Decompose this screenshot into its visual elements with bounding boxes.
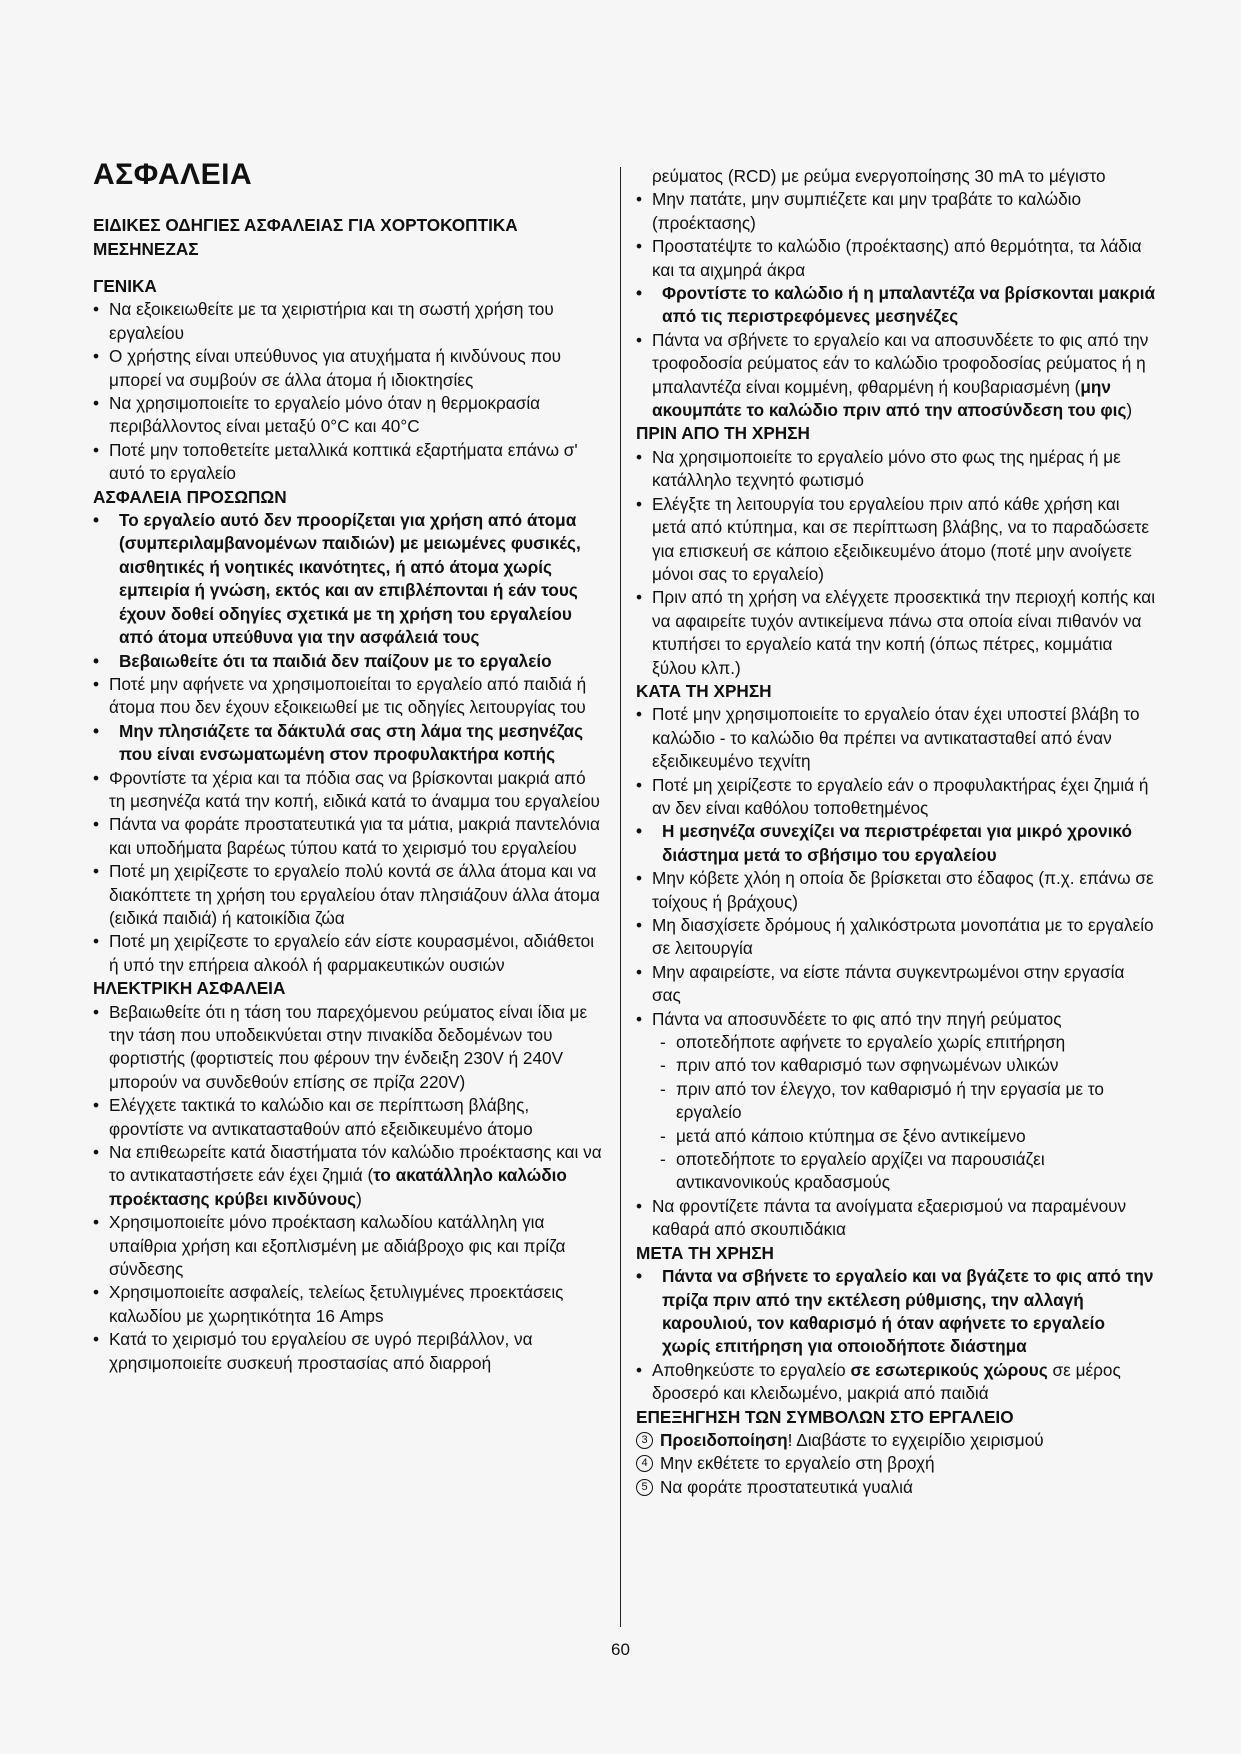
list-item: • Το εργαλείο αυτό δεν προορίζεται για χρήση από άτομα (συμπεριλαμβανομένων παιδιών) με μειωμένες φυσικές, αισθητικές ή νοητικές ικανότητες, ή από άτομα χωρίς εμπειρία ή γνώση, εκτός και αν επιβλέπονται ή εάν τους έχουν δοθεί οδηγίες σχετικά με τη χρήση του εργαλείου από άτομα υπεύθυνα για την ασφάλειά τους — [93, 509, 605, 649]
list-item: • Μην κόβετε χλόη η οποία δε βρίσκεται στο έδαφος (π.χ. επάνω σε τοίχους ή βράχους) — [636, 867, 1156, 914]
symbols-list — [636, 1429, 1156, 1499]
list-item: • Να χρησιμοποιείτε το εργαλείο μόνο όταν η θερμοκρασία περιβάλλοντος είναι μεταξύ 0°C και 40°C — [93, 392, 605, 439]
symbol-item — [636, 1452, 1156, 1475]
sub-list-item: - οποτεδήποτε το εργαλείο αρχίζει να παρουσιάζει αντικανονικούς κραδασμούς — [660, 1148, 1156, 1195]
list-item: • Μην αφαιρείστε, να είστε πάντα συγκεντρωμένοι στην εργασία σας — [636, 961, 1156, 1008]
list-item: • Ελέγχετε τακτικά το καλώδιο και σε περίπτωση βλάβης, φροντίστε να αντικατασταθούν από εξειδικευμένο άτομο — [93, 1094, 605, 1141]
list-item: • Ποτέ μην αφήνετε να χρησιμοποιείται το εργαλείο από παιδιά ή άτομα που δεν έχουν εξοικειωθεί με τις οδηγίες λειτουργίας του — [93, 673, 605, 720]
list-item: • Η μεσηνέζα συνεχίζει να περιστρέφεται για μικρό χρονικό διάστημα μετά το σβήσιμο του εργαλείου — [636, 820, 1156, 867]
list-item: • Χρησιμοποιείτε ασφαλείς, τελείως ξετυλιγμένες προεκτάσεις καλωδίου με χωρητικότητα 16 Amps — [93, 1281, 605, 1328]
page-number: 60 — [611, 1640, 630, 1659]
list-item — [636, 1008, 1156, 1195]
item-warning-text: μην ακουμπάτε το καλώδιο πριν από την αποσύνδεση του φις — [652, 376, 1127, 421]
list-item — [93, 1141, 605, 1211]
list-item: • Μην πλησιάζετε τα δάκτυλά σας στη λάμα της μεσηνέζας που είναι ενσωματωμένη στον προφυλακτήρα κοπής — [93, 720, 605, 767]
left-column — [93, 213, 605, 1375]
symbol-item — [636, 1476, 1156, 1499]
list-item: • Ελέγξτε τη λειτουργία του εργαλείου πριν από κάθε χρήση και μετά από κτύπημα, και σε περίπτωση βλάβης, να το παραδώσετε για επισκευή σε κάποιο εξειδικευμένο άτομο (ποτέ μην ανοίγετε μόνοι σας το εργαλείο) — [636, 493, 1156, 587]
list-item: • Ποτέ μην τοποθετείτε μεταλλικά κοπτικά εξαρτήματα επάνω σ' αυτό το εργαλείο — [93, 439, 605, 486]
list-item: • Μην πατάτε, μην συμπιέζετε και μην τραβάτε το καλώδιο (προέκτασης) — [636, 188, 1156, 235]
item-emphasis-text: σε εσωτερικούς χώρους — [850, 1359, 1048, 1380]
item-text: Πάντα να αποσυνδέετε το φις από την πηγή ρεύματος — [652, 1008, 1062, 1029]
sub-list-item: - πριν από τον έλεγχο, τον καθαρισμό ή την εργασία με το εργαλείο — [660, 1078, 1156, 1125]
heading-before-use: ΠΡΙΝ ΑΠΟ ΤΗ ΧΡΗΣΗ — [636, 423, 810, 444]
item-warning-text: το ακατάλληλο καλώδιο προέκτασης κρύβει κινδύνους — [109, 1165, 567, 1209]
after-use-list — [636, 1265, 1156, 1405]
list-item: • Ποτέ μη χειρίζεστε το εργαλείο πολύ κοντά σε άλλα άτομα και να διακόπτετε τη χρήση του εργαλείου όταν πλησιάζουν άλλα άτομα (ειδικά παιδιά) ή κατοικίδια ζώα — [93, 860, 605, 930]
list-item: • Χρησιμοποιείτε μόνο προέκταση καλωδίου κατάλληλη για υπαίθρια χρήση και εξοπλισμένη με αδιάβροχο φις και πρίζα σύνδεσης — [93, 1211, 605, 1281]
circled-number-icon: 3 — [636, 1432, 653, 1449]
list-item: • Φροντίστε το καλώδιο ή η μπαλαντέζα να βρίσκονται μακριά από τις περιστρεφόμενες μεσηνέζες — [636, 282, 1156, 329]
page-title: ΑΣΦΑΛΕΙΑ — [93, 158, 253, 191]
list-item: • Φροντίστε τα χέρια και τα πόδια σας να βρίσκονται μακριά από τη μεσηνέζα κατά την κοπή, ειδικά κατά το άναμμα του εργαλείου — [93, 767, 605, 814]
item-text: Πάντα να σβήνετε το εργαλείο και να αποσυνδέετε το φις από την τροφοδοσία ρεύματος εάν το καλώδιο τροφοδοσίας ρεύματος ή η μπαλαντέζα είναι κομμένη, φθαρμένη ή κουβαριασμένη ( — [652, 329, 1149, 397]
personal-safety-list — [93, 509, 605, 977]
heading-general: ΓΕΝΙΚΑ — [93, 276, 157, 296]
symbol-label: Μην εκθέτετε το εργαλείο στη βροχή — [660, 1453, 935, 1474]
heading-during-use: ΚΑΤΑ ΤΗ ΧΡΗΣΗ — [636, 680, 772, 701]
list-item — [636, 329, 1156, 423]
circled-number-icon: 5 — [636, 1479, 653, 1496]
list-item-continuation: ρεύματος (RCD) με ρεύμα ενεργοποίησης 30 mA το μέγιστο — [652, 166, 1106, 186]
list-item: • Να φροντίζετε πάντα τα ανοίγματα εξαερισμού να παραμένουν καθαρά από σκουπιδάκια — [636, 1195, 1156, 1242]
symbol-label: ! Διαβάστε το εγχειρίδιο χειρισμού — [787, 1429, 1044, 1450]
symbol-item — [636, 1429, 1156, 1452]
general-list — [93, 298, 605, 485]
electrical-safety-list-continued — [636, 165, 1156, 422]
sub-list-item: - οποτεδήποτε αφήνετε το εργαλείο χωρίς επιτήρηση — [660, 1031, 1156, 1054]
item-text: Να επιθεωρείτε κατά διαστήματα τόν καλώδιο προέκτασης και να το αντικαταστήσετε εάν έχει ζημιά ( — [109, 1142, 602, 1186]
sub-list-item: - πριν από τον καθαρισμό των σφηνωμένων υλικών — [660, 1054, 1156, 1077]
circled-number-icon: 4 — [636, 1455, 653, 1472]
during-use-list — [636, 703, 1156, 1241]
symbol-label: Να φοράτε προστατευτικά γυαλιά — [660, 1476, 913, 1497]
electrical-safety-list — [93, 1001, 605, 1376]
symbol-label-bold: Προειδοποίηση — [660, 1429, 788, 1450]
list-item: • Ποτέ μην χρησιμοποιείτε το εργαλείο όταν έχει υποστεί βλάβη το καλώδιο - το καλώδιο θα πρέπει να αντικατασταθεί από έναν εξειδικευμένο τεχνίτη — [636, 703, 1156, 773]
column-divider — [620, 167, 621, 1627]
list-item: • Βεβαιωθείτε ότι η τάση του παρεχόμενου ρεύματος είναι ίδια με την τάση που υποδεικνύεται στην πινακίδα δεδομένων του φορτιστής (φορτιστείς που φέρουν την ένδειξη 230V ή 240V μπορούν να συνδεθούν επίσης σε πρίζα 220V) — [93, 1001, 605, 1095]
item-text-end: ) — [1126, 400, 1133, 421]
heading-symbols: ΕΠΕΞΗΓΗΣΗ ΤΩΝ ΣΥΜΒΟΛΩΝ ΣΤΟ ΕΡΓΑΛΕΙΟ — [636, 1406, 1014, 1427]
heading-after-use: ΜΕΤΑ ΤΗ ΧΡΗΣΗ — [636, 1242, 774, 1263]
section-subtitle: ΕΙΔΙΚΕΣ ΟΔΗΓΙΕΣ ΑΣΦΑΛΕΙΑΣ ΓΙΑ ΧΟΡΤΟΚΟΠΤΙΚΑ ΜΕΣΗΝΕΖΑΣ — [93, 215, 518, 259]
list-item: • Βεβαιωθείτε ότι τα παιδιά δεν παίζουν με το εργαλείο — [93, 650, 605, 673]
list-item: • Πάντα να σβήνετε το εργαλείο και να βγάζετε το φις από την πρίζα πριν από την εκτέλεση ρύθμισης, την αλλαγή καρουλιού, τον καθαρισμό ή όταν αφήνετε το εργαλείο χωρίς επιτήρηση για οποιοδήποτε διάστημα — [636, 1265, 1156, 1359]
list-item: • Πάντα να φοράτε προστατευτικά για τα μάτια, μακριά παντελόνια και υποδήματα βαρέως τύπου κατά το χειρισμό του εργαλείου — [93, 813, 605, 860]
item-text: Αποθηκεύστε το εργαλείο — [652, 1359, 851, 1380]
disconnect-conditions-list — [652, 1031, 1156, 1195]
heading-personal-safety: ΑΣΦΑΛΕΙΑ ΠΡΟΣΩΠΩΝ — [93, 486, 287, 507]
list-item: • Ποτέ μη χειρίζεστε το εργαλείο εάν είστε κουρασμένοι, αδιάθετοι ή υπό την επήρεια αλκοόλ ή φαρμακευτικών ουσιών — [93, 930, 605, 977]
list-item: • Προστατέψτε το καλώδιο (προέκτασης) από θερμότητα, τα λάδια και τα αιχμηρά άκρα — [636, 235, 1156, 282]
list-item: • Μη διασχίσετε δρόμους ή χαλικόστρωτα μονοπάτια με το εργαλείο σε λειτουργία — [636, 914, 1156, 961]
list-item: • Ποτέ μη χειρίζεστε το εργαλείο εάν ο προφυλακτήρας έχει ζημιά ή αν δεν είναι καθόλου τοποθετημένος — [636, 774, 1156, 821]
list-item: • Να εξοικειωθείτε με τα χειριστήρια και τη σωστή χρήση του εργαλείου — [93, 298, 605, 345]
item-text-end: ) — [356, 1188, 362, 1209]
heading-electrical-safety: ΗΛΕΚΤΡΙΚΗ ΑΣΦΑΛΕΙΑ — [93, 978, 286, 999]
item-text-end: σε μέρος δροσερό και κλειδωμένο, μακριά από παιδιά — [652, 1359, 1121, 1404]
list-item: • Κατά το χειρισμό του εργαλείου σε υγρό περιβάλλον, να χρησιμοποιείτε συσκευή προστασίας από διαρροή — [93, 1328, 605, 1375]
sub-list-item: - μετά από κάποιο κτύπημα σε ξένο αντικείμενο — [660, 1125, 1156, 1148]
list-item: • Να χρησιμοποιείτε το εργαλείο μόνο στο φως της ημέρας ή με κατάλληλο τεχνητό φωτισμό — [636, 446, 1156, 493]
right-column — [636, 165, 1156, 1499]
list-item: • Ο χρήστης είναι υπεύθυνος για ατυχήματα ή κινδύνους που μπορεί να συμβούν σε άλλα άτομα ή ιδιοκτησίες — [93, 345, 605, 392]
before-use-list — [636, 446, 1156, 680]
list-item — [636, 1359, 1156, 1406]
list-item: • Πριν από τη χρήση να ελέγχετε προσεκτικά την περιοχή κοπής και να αφαιρείτε τυχόν αντικείμενα πάνω στα οποία είναι πιθανόν να κτυπήσει το εργαλείο κατά την κοπή (όπως πέτρες, κομμάτια ξύλου κλπ.) — [636, 586, 1156, 680]
